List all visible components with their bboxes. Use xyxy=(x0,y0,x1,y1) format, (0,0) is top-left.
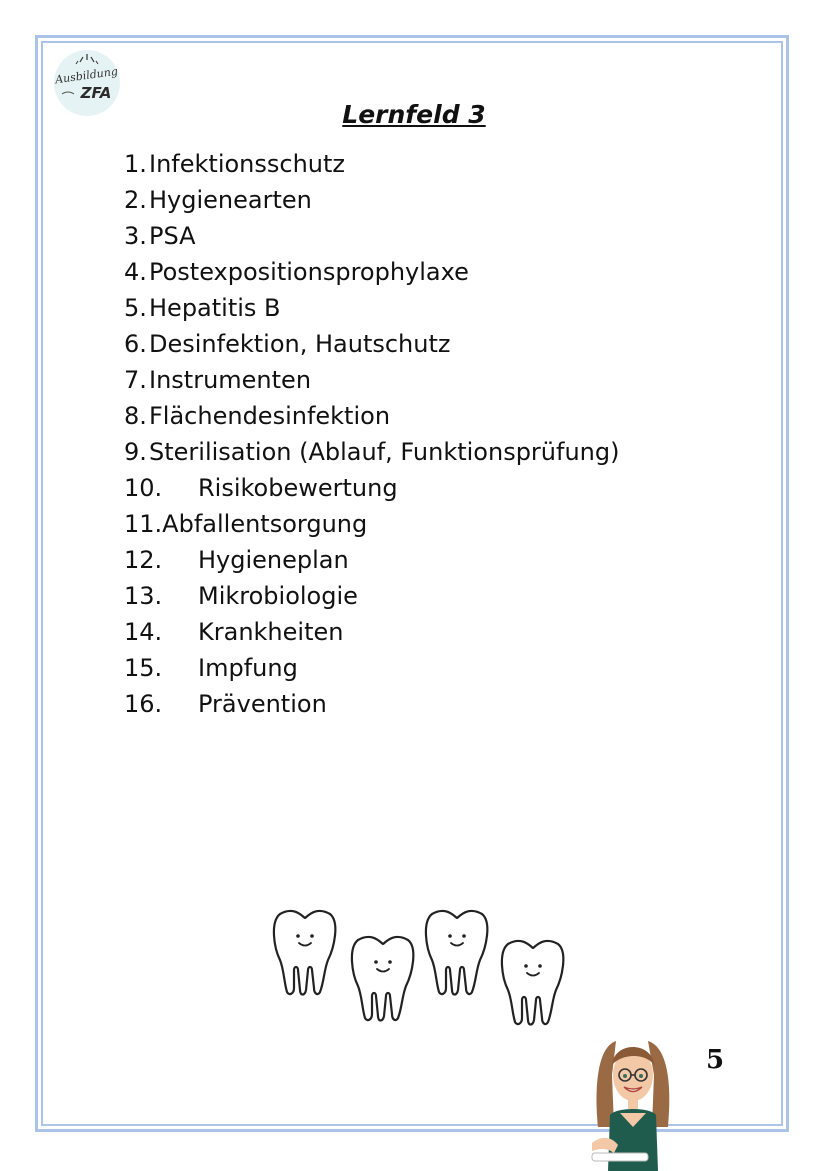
item-label: Abfallentsorgung xyxy=(162,510,368,538)
item-label: Sterilisation (Ablauf, Funktionsprüfung) xyxy=(149,438,620,466)
topic-list xyxy=(124,146,619,722)
list-item xyxy=(124,218,619,254)
item-label: Instrumenten xyxy=(149,366,312,394)
item-label: Mikrobiologie xyxy=(198,582,358,610)
item-label: Postexpositionsprophylaxe xyxy=(149,258,469,286)
tooth-icon xyxy=(274,911,335,995)
page-number: 5 xyxy=(706,1045,725,1075)
item-number: 14. xyxy=(124,618,163,646)
item-number: 8. xyxy=(124,402,147,430)
item-number: 6. xyxy=(124,330,147,358)
item-label: Flächendesinfektion xyxy=(149,402,391,430)
list-item xyxy=(124,614,619,650)
item-number: 11. xyxy=(124,510,163,538)
item-label: Krankheiten xyxy=(198,618,344,646)
list-item xyxy=(124,254,619,290)
list-item xyxy=(124,506,619,542)
item-label: Hepatitis B xyxy=(149,294,281,322)
item-number: 15. xyxy=(124,654,163,682)
item-number: 13. xyxy=(124,582,163,610)
tooth-icon xyxy=(426,911,487,995)
item-number: 16. xyxy=(124,690,163,718)
tooth-icon xyxy=(352,937,413,1021)
list-item xyxy=(124,542,619,578)
list-item xyxy=(124,362,619,398)
list-item xyxy=(124,650,619,686)
item-number: 5. xyxy=(124,294,147,322)
item-label: Hygienearten xyxy=(149,186,312,214)
item-number: 1. xyxy=(124,150,147,178)
item-number: 7. xyxy=(124,366,147,394)
item-number: 10. xyxy=(124,474,163,502)
item-number: 3. xyxy=(124,222,147,250)
item-number: 12. xyxy=(124,546,163,574)
list-item xyxy=(124,434,619,470)
list-item xyxy=(124,398,619,434)
item-label: Infektionsschutz xyxy=(149,150,346,178)
item-label: PSA xyxy=(149,222,196,250)
logo-text-top: Ausbildung xyxy=(54,64,119,87)
item-label: Desinfektion, Hautschutz xyxy=(149,330,451,358)
item-label: Risikobewertung xyxy=(198,474,398,502)
list-item xyxy=(124,686,619,722)
logo-text-bottom: ZFA xyxy=(80,84,112,102)
page-title: Lernfeld 3 xyxy=(342,100,486,129)
item-number: 9. xyxy=(124,438,147,466)
list-item xyxy=(124,146,619,182)
item-label: Impfung xyxy=(198,654,298,682)
list-item xyxy=(124,182,619,218)
smiling-teeth-illustration xyxy=(268,900,573,1030)
item-label: Hygieneplan xyxy=(198,546,349,574)
item-number: 4. xyxy=(124,258,147,286)
item-label: Prävention xyxy=(198,690,327,718)
list-item xyxy=(124,290,619,326)
list-item xyxy=(124,470,619,506)
item-number: 2. xyxy=(124,186,147,214)
tooth-icon xyxy=(502,941,563,1025)
avatar xyxy=(588,1035,678,1171)
list-item xyxy=(124,326,619,362)
list-item xyxy=(124,578,619,614)
